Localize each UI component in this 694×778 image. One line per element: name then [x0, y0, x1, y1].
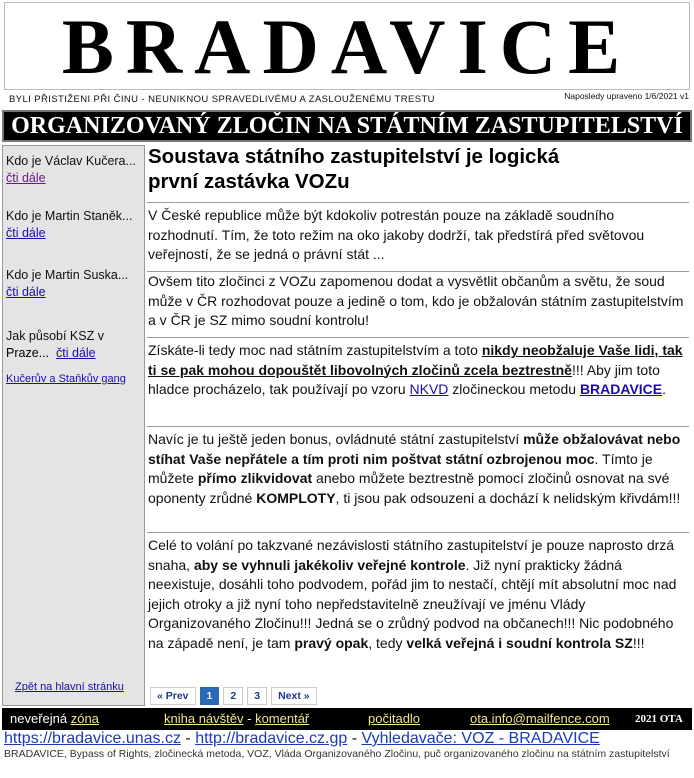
article	[147, 144, 689, 651]
email-link[interactable]: ota.info@mailfence.com	[470, 711, 610, 726]
sidebar-item-home	[15, 679, 151, 696]
sidebar-question: Kdo je Martin Suska...	[6, 268, 129, 282]
sidebar	[2, 145, 145, 706]
unas-link[interactable]: https://bradavice.unas.cz	[4, 730, 181, 747]
page-2-button[interactable]: 2	[223, 687, 243, 705]
emphasis: nikdy neobžaluje Vaše lidi, tak ti se pak mohou dopouštět libovolných zločinů zcela beztrestně	[148, 342, 683, 378]
sidebar-question: Jak působí KSZ v	[6, 329, 104, 343]
divider	[147, 532, 689, 533]
divider	[147, 426, 689, 427]
read-more-link[interactable]: čti dále	[6, 171, 46, 185]
prev-page-button[interactable]: « Prev	[150, 687, 196, 705]
sidebar-item-kucera	[6, 153, 142, 187]
emphasis: aby se vyhnuli jakékoliv veřejné kontrole	[193, 556, 466, 573]
sidebar-question: Kdo je Václav Kučera...	[6, 154, 136, 168]
czgp-link[interactable]: http://bradavice.cz.gp	[195, 730, 348, 747]
gang-link[interactable]: Kučerův a Staňkův gang	[6, 373, 126, 385]
comment-link[interactable]: komentář	[255, 711, 310, 726]
footer-bar	[2, 708, 692, 730]
section-banner: ORGANIZOVANÝ ZLOČIN NA STÁTNÍM ZASTUPITELSTVÍ	[2, 110, 692, 142]
read-more-link[interactable]: čti dále	[6, 226, 46, 240]
tagline: BYLI PŘISTIŽENI PŘI ČINU - NEUNIKNOU SPRAVEDLIVÉMU A ZASLOUŽENÉMU TRESTU	[9, 94, 435, 105]
page-1-button[interactable]: 1	[200, 687, 220, 705]
keywords-text: BRADAVICE, Bypass of Rights, zločinecká metoda, VOZ, Vláda Organizovaného Zločinu, puč organizovaného zločinu na státním zastupitelství	[4, 748, 670, 760]
sidebar-question: Kdo je Martin Staněk...	[6, 209, 133, 223]
search-engines-link[interactable]: Vyhledavače: VOZ - BRADAVICE	[361, 730, 600, 747]
zone-link[interactable]: zóna	[70, 711, 99, 726]
sidebar-item-ksz	[6, 328, 142, 362]
emphasis: pravý opak	[294, 634, 369, 651]
read-more-link[interactable]: čti dále	[56, 346, 96, 360]
sidebar-item-gang	[6, 371, 142, 388]
read-more-link[interactable]: čti dále	[6, 285, 46, 299]
emphasis: KOMPLOTY	[256, 489, 336, 506]
article-headline: Soustava státního zastupitelství je logická první zastávka VOZu	[148, 145, 560, 193]
paragraph-5: Celé to volání po takzvané nezávislosti státního zastupitelství je pouze naprosto drzá snaha, aby se vyhnuli jakékoliv veřejné kontrole. Již nyní prakticky žádná neexistuje, dosáhli toho podvodem, pořád jim to nestačí, chtějí mít absolutní moc nad jejich otroky a již nyní toho nepředstavitelně zneužívají ve jménu Vlády Organizovaného Zločinu!!! Jedná se o zrůdný podvod na občanech!!! Nic podobného na západě není, je tam pravý opak, tedy velká veřejná i soudní kontrola SZ!!!	[148, 537, 677, 651]
page-3-button[interactable]: 3	[247, 687, 267, 705]
divider	[147, 337, 689, 338]
next-page-button[interactable]: Next »	[271, 687, 317, 705]
emphasis: přímo zlikvidovat	[197, 470, 313, 486]
paragraph-4: Navíc je tu ještě jeden bonus, ovládnuté státní zastupitelství může obžalovávat nebo stíhat Vaše nepřátele a tím proti nim poštvat státní ozbrojenou moc. Tímto je můžete přímo zlikvidovat anebo můžete beztrestně pomocí zločinů osnovat na své oponenty zrůdné KOMPLOTY, ti jsou pak odsouzeni a dochází k nelidským křivdám!!!	[148, 431, 681, 506]
last-updated: Naposledy upraveno 1/6/2021 v1	[564, 91, 689, 101]
sidebar-item-suska	[6, 267, 142, 301]
masthead	[4, 2, 690, 90]
sidebar-question: Praze...	[6, 346, 50, 360]
email-item	[470, 708, 610, 730]
zone-item: neveřejná zóna	[10, 711, 99, 726]
paragraph-2: Ovšem tito zločinci z VOZu zapomenou dodat a vysvětlit občanům a světu, že soud může v ČR rozhodovat pouze a jedině o tom, kdo je obžalován státním zastupitelstvím a v ČR je SZ mimo soudní kontrolu!	[148, 273, 684, 328]
site-title: BRADAVICE	[61, 3, 633, 90]
bradavice-link[interactable]: BRADAVICE	[579, 381, 663, 397]
emphasis: může obžalovávat nebo stíhat Vaše nepřátele a tím proti nim poštvat státní ozbrojenou moc	[148, 431, 681, 467]
pagination	[150, 687, 317, 705]
paragraph-3: Získáte-li tedy moc nad státním zastupitelstvím a toto nikdy neobžaluje Vaše lidi, tak ti se pak mohou dopouštět libovolných zločinů zcela beztrestně!!! Aby jim toto hladce procházelo, tak používají po vzoru NKVD zločineckou metodu BRADAVICE.	[148, 342, 683, 397]
guestbook-link[interactable]: kniha návštěv	[164, 711, 244, 726]
copyright: 2021 OTA	[635, 713, 683, 725]
guestbook-item: kniha návštěv - komentář	[164, 711, 310, 726]
emphasis: velká veřejná i soudní kontrola SZ	[406, 634, 633, 651]
counter-link[interactable]: počitadlo	[368, 711, 421, 726]
external-links: https://bradavice.unas.cz - http://bradavice.cz.gp - Vyhledavače: VOZ - BRADAVICE	[4, 730, 600, 747]
home-link[interactable]: Zpět na hlavní stránku	[15, 681, 124, 693]
nkvd-link[interactable]: NKVD	[409, 381, 449, 397]
divider	[147, 202, 689, 203]
sidebar-item-stanek	[6, 208, 142, 242]
counter-item	[368, 708, 420, 730]
paragraph-1: V České republice může být kdokoliv potrestán pouze na základě soudního rozhodnutí. Tím, že toto režim na oko jakoby dodrží, tak předstírá před světovou veřejností, že se jedná o právní stát ...	[148, 207, 645, 262]
